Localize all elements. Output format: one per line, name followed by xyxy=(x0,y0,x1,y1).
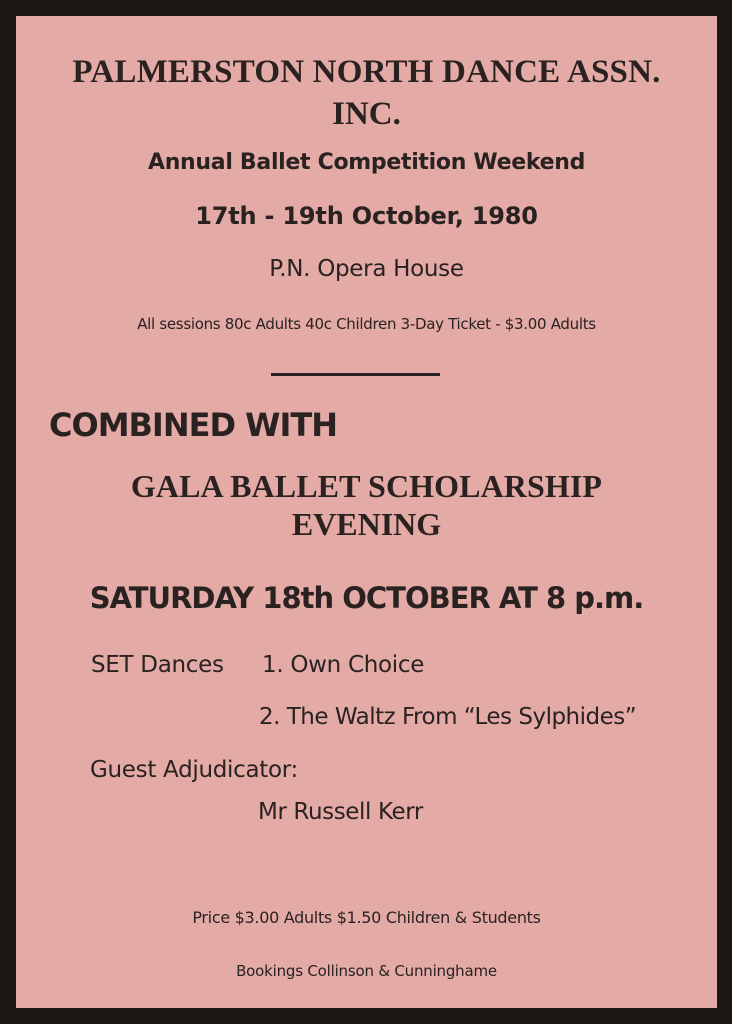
event-poster xyxy=(16,16,717,1008)
session-prices: All sessions 80c Adults 40c Children 3-Day Ticket - $3.00 Adults xyxy=(137,315,596,333)
gala-price: Price $3.00 Adults $1.50 Children & Students xyxy=(192,908,541,927)
event-dates: 17th - 19th October, 1980 xyxy=(195,202,538,230)
organization-name: PALMERSTON NORTH DANCE ASSN. xyxy=(72,54,661,90)
gala-title: GALA BALLET SCHOLARSHIP xyxy=(130,468,603,504)
bookings-info: Bookings Collinson & Cunninghame xyxy=(236,962,497,980)
event-title: Annual Ballet Competition Weekend xyxy=(147,150,586,175)
set-dances-label: SET Dances xyxy=(91,652,224,678)
gala-date: SATURDAY 18th OCTOBER AT 8 p.m. xyxy=(89,581,644,615)
combined-heading: COMBINED WITH xyxy=(49,406,337,444)
guest-adjudicator-label: Guest Adjudicator: xyxy=(90,757,298,783)
organization-suffix: INC. xyxy=(332,96,401,132)
guest-adjudicator-name: Mr Russell Kerr xyxy=(258,799,423,825)
set-dance-1: 1. Own Choice xyxy=(262,652,425,678)
divider-rule xyxy=(271,373,440,376)
gala-title-evening: EVENING xyxy=(291,506,442,542)
event-venue: P.N. Opera House xyxy=(269,256,464,282)
set-dance-2: 2. The Waltz From “Les Sylphides” xyxy=(259,704,637,730)
